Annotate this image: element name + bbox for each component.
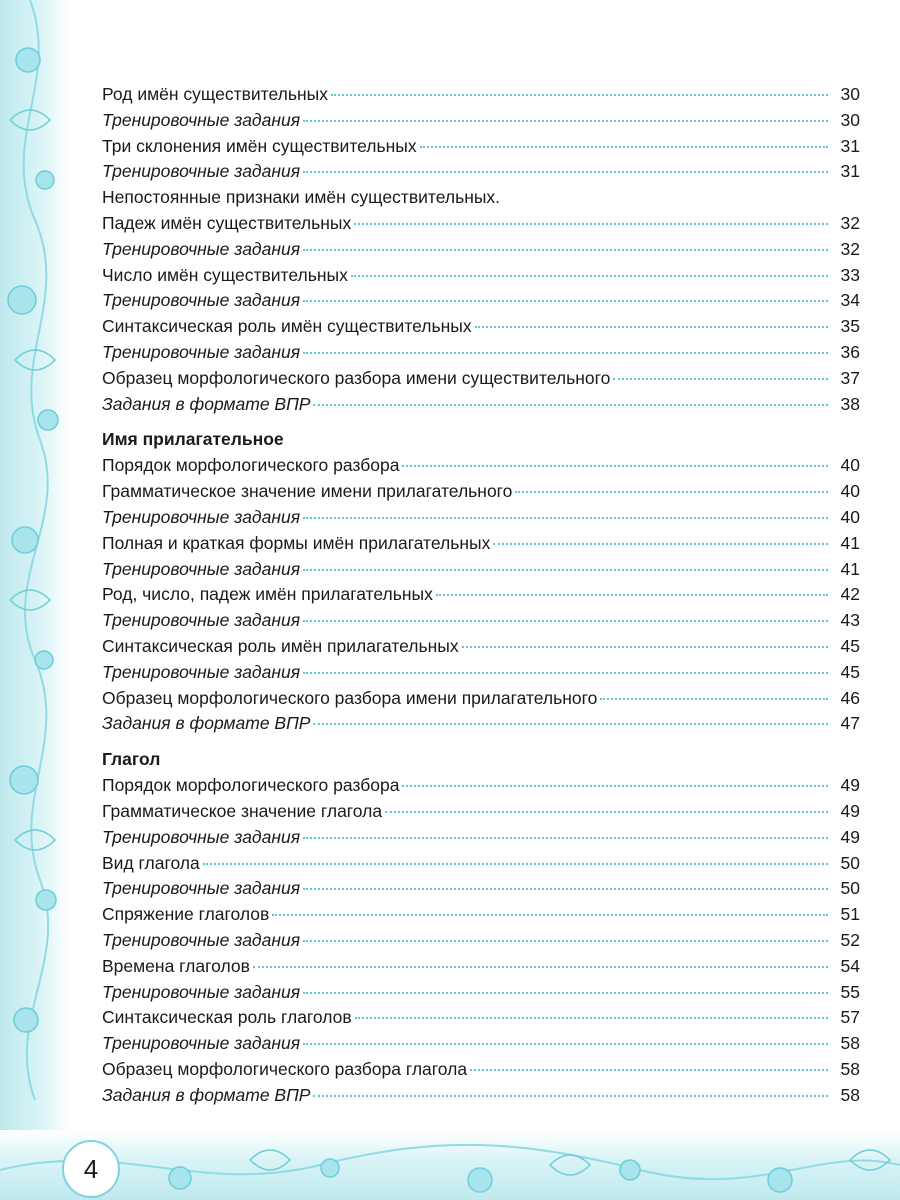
dot-leader xyxy=(303,249,828,251)
toc-entry-title: Образец морфологического разбора имени прилагательного xyxy=(102,687,598,708)
dot-leader xyxy=(515,491,828,493)
dot-leader xyxy=(420,146,828,148)
toc-entry-page: 54 xyxy=(840,955,860,976)
toc-entry[interactable] xyxy=(102,608,860,634)
dot-leader xyxy=(253,966,828,968)
toc-entry[interactable] xyxy=(102,1083,860,1109)
dot-leader xyxy=(303,620,828,622)
toc-entry[interactable] xyxy=(102,237,860,263)
toc-entry-title: Синтаксическая роль глаголов xyxy=(102,1007,352,1028)
toc-entry[interactable] xyxy=(102,531,860,557)
dot-leader xyxy=(313,723,828,725)
toc-entry[interactable] xyxy=(102,557,860,583)
toc-entry-title: Тренировочные задания xyxy=(102,238,301,259)
toc-entry-title: Задания в формате ВПР xyxy=(102,713,311,734)
toc-entry[interactable] xyxy=(102,902,860,928)
toc-entry-page: 36 xyxy=(840,341,860,362)
dot-leader xyxy=(272,914,828,916)
dot-leader xyxy=(436,594,828,596)
toc-entry-page: 40 xyxy=(840,506,860,527)
toc-entry-title: Порядок морфологического разбора xyxy=(102,775,400,796)
toc-entry[interactable] xyxy=(102,108,860,134)
dot-leader xyxy=(303,569,828,571)
toc-entry-page: 58 xyxy=(840,1058,860,1079)
page-number: 4 xyxy=(62,1140,120,1198)
toc-entry-page: 50 xyxy=(840,878,860,899)
dot-leader xyxy=(303,888,828,890)
toc-entry-page: 38 xyxy=(840,393,860,414)
toc-entry[interactable] xyxy=(102,288,860,314)
toc-entry[interactable] xyxy=(102,1031,860,1057)
toc-entry[interactable] xyxy=(102,505,860,531)
toc-entry[interactable] xyxy=(102,876,860,902)
toc-entry-title: Задания в формате ВПР xyxy=(102,1084,311,1105)
toc-entry-title: Полная и краткая формы имён прилагательных xyxy=(102,532,491,553)
toc-entry-title: Порядок морфологического разбора xyxy=(102,455,400,476)
toc-entry-title: Тренировочные задания xyxy=(102,1033,301,1054)
dot-leader xyxy=(303,517,828,519)
dot-leader xyxy=(303,120,828,122)
toc-entry-title: Тренировочные задания xyxy=(102,981,301,1002)
dot-leader xyxy=(385,811,828,813)
toc-entry-page: 30 xyxy=(840,84,860,104)
dot-leader xyxy=(354,223,828,225)
dot-leader xyxy=(600,698,828,700)
toc-entry-title: Задания в формате ВПР xyxy=(102,393,311,414)
toc-entry[interactable] xyxy=(102,928,860,954)
dot-leader xyxy=(402,465,828,467)
toc-entry[interactable] xyxy=(102,1057,860,1083)
toc-entry-title: Тренировочные задания xyxy=(102,341,301,362)
toc-entry-page: 49 xyxy=(840,800,860,821)
dot-leader xyxy=(303,940,828,942)
toc-entry[interactable] xyxy=(102,211,860,237)
dot-leader xyxy=(402,785,828,787)
dot-leader xyxy=(470,1069,828,1071)
toc-entry-title: Тренировочные задания xyxy=(102,826,301,847)
section-heading: Глагол xyxy=(102,749,161,770)
toc-entry-page: 57 xyxy=(840,1007,860,1028)
toc-entry[interactable] xyxy=(102,954,860,980)
toc-entry-title: Образец морфологического разбора глагола xyxy=(102,1058,468,1079)
toc-entry[interactable] xyxy=(102,634,860,660)
dot-leader xyxy=(303,837,828,839)
toc-entry-page: 58 xyxy=(840,1084,860,1105)
table-of-contents xyxy=(102,82,860,1108)
toc-entry-title: Число имён существительных xyxy=(102,264,348,285)
dot-leader xyxy=(475,326,828,328)
decorative-border-bottom xyxy=(0,1130,900,1200)
toc-entry[interactable] xyxy=(102,686,860,712)
dot-leader xyxy=(493,543,828,545)
toc-entry[interactable] xyxy=(102,314,860,340)
toc-entry-title: Тренировочные задания xyxy=(102,558,301,579)
toc-entry[interactable] xyxy=(102,392,860,418)
toc-entry[interactable] xyxy=(102,479,860,505)
toc-entry-title: Непостоянные признаки имён существительных. xyxy=(102,187,501,208)
toc-entry-page: 46 xyxy=(840,687,860,708)
toc-entry-page: 52 xyxy=(840,929,860,950)
toc-entry-title: Синтаксическая роль имён прилагательных xyxy=(102,635,459,656)
dot-leader xyxy=(351,275,828,277)
toc-entry[interactable] xyxy=(102,825,860,851)
toc-entry-title: Тренировочные задания xyxy=(102,610,301,631)
toc-entry-page: 50 xyxy=(840,852,860,873)
toc-entry-page: 40 xyxy=(840,455,860,476)
toc-entry-title: Тренировочные задания xyxy=(102,161,301,182)
dot-leader xyxy=(303,1043,828,1045)
toc-entry[interactable] xyxy=(102,453,860,479)
toc-entry[interactable] xyxy=(102,340,860,366)
toc-entry[interactable] xyxy=(102,1005,860,1031)
toc-entry-page: 32 xyxy=(840,212,860,233)
toc-entry-title: Грамматическое значение имени прилагательного xyxy=(102,481,513,502)
toc-entry-title: Синтаксическая роль имён существительных xyxy=(102,316,472,337)
toc-entry-title: Тренировочные задания xyxy=(102,929,301,950)
toc-entry-title: Падеж имён существительных xyxy=(102,212,352,233)
toc-entry-page: 32 xyxy=(840,238,860,259)
toc-entry-page: 40 xyxy=(840,481,860,502)
toc-entry-page: 49 xyxy=(840,826,860,847)
toc-entry-page: 35 xyxy=(840,316,860,337)
toc-entry-page: 47 xyxy=(840,713,860,734)
toc-entry[interactable] xyxy=(102,660,860,686)
toc-entry[interactable] xyxy=(102,263,860,289)
toc-entry-title: Времена глаголов xyxy=(102,955,250,976)
toc-entry[interactable] xyxy=(102,185,860,211)
dot-leader xyxy=(613,378,828,380)
dot-leader xyxy=(303,352,828,354)
toc-entry-page: 51 xyxy=(840,904,860,925)
toc-entry-title: Род имён существительных xyxy=(102,84,328,104)
toc-entry-page: 31 xyxy=(840,161,860,182)
toc-entry-page: 37 xyxy=(840,367,860,388)
toc-entry[interactable] xyxy=(102,799,860,825)
toc-entry-title: Тренировочные задания xyxy=(102,506,301,527)
toc-entry[interactable] xyxy=(102,582,860,608)
toc-entry-page: 45 xyxy=(840,661,860,682)
toc-entry[interactable] xyxy=(102,851,860,877)
toc-entry-title: Тренировочные задания xyxy=(102,661,301,682)
toc-entry-title: Спряжение глаголов xyxy=(102,904,270,925)
toc-entry[interactable] xyxy=(102,134,860,160)
toc-entry[interactable] xyxy=(102,82,860,108)
toc-entry-page: 42 xyxy=(840,584,860,605)
dot-leader xyxy=(203,863,828,865)
toc-entry-title: Тренировочные задания xyxy=(102,109,301,130)
toc-entry-title: Тренировочные задания xyxy=(102,878,301,899)
toc-entry-title: Вид глагола xyxy=(102,852,200,873)
dot-leader xyxy=(303,300,828,302)
toc-entry-page: 58 xyxy=(840,1033,860,1054)
toc-entry-page: 33 xyxy=(840,264,860,285)
toc-entry-page: 43 xyxy=(840,610,860,631)
toc-entry-title: Три склонения имён существительных xyxy=(102,135,417,156)
toc-entry-page: 49 xyxy=(840,775,860,796)
dot-leader xyxy=(313,1095,828,1097)
dot-leader xyxy=(331,94,828,96)
toc-entry-page: 30 xyxy=(840,109,860,130)
toc-entry-title: Образец морфологического разбора имени существительного xyxy=(102,367,611,388)
toc-entry[interactable] xyxy=(102,773,860,799)
toc-entry-page: 41 xyxy=(840,532,860,553)
toc-entry-page: 55 xyxy=(840,981,860,1002)
toc-entry-title: Тренировочные задания xyxy=(102,290,301,311)
toc-entry[interactable] xyxy=(102,980,860,1006)
dot-leader xyxy=(303,992,828,994)
toc-entry[interactable] xyxy=(102,711,860,737)
toc-entry-page: 34 xyxy=(840,290,860,311)
toc-entry-title: Грамматическое значение глагола xyxy=(102,800,383,821)
dot-leader xyxy=(313,404,828,406)
dot-leader xyxy=(355,1017,828,1019)
toc-entry[interactable] xyxy=(102,159,860,185)
decorative-border-left xyxy=(0,0,70,1200)
dot-leader xyxy=(303,672,828,674)
toc-entry-title: Род, число, падеж имён прилагательных xyxy=(102,584,433,605)
dot-leader xyxy=(462,646,828,648)
toc-entry-page: 31 xyxy=(840,135,860,156)
toc-entry-page: 41 xyxy=(840,558,860,579)
toc-entry[interactable] xyxy=(102,366,860,392)
dot-leader xyxy=(303,171,828,173)
toc-entry-page: 45 xyxy=(840,635,860,656)
section-heading: Имя прилагательное xyxy=(102,429,284,450)
